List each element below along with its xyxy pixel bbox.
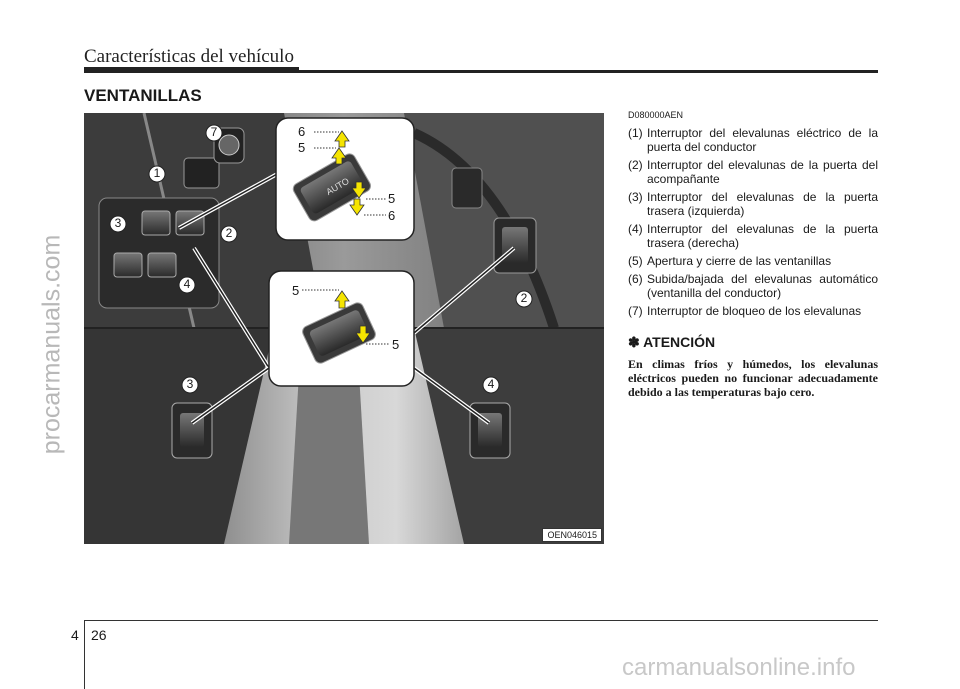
list-item	[628, 158, 878, 186]
inset-label-5-bottom: 5	[388, 191, 396, 206]
header-title: Características del vehículo	[84, 46, 294, 67]
chapter-number: 4	[71, 627, 79, 643]
inset-label-5-down: 5	[392, 337, 400, 352]
item-text: Apertura y cierre de las ventanillas	[647, 254, 832, 268]
item-text: Subida/bajada del elevalunas automático (ventanilla del conductor)	[647, 272, 878, 300]
content-column	[628, 110, 878, 399]
list-item	[628, 272, 878, 300]
figure-code: OEN046015	[542, 528, 602, 542]
side-watermark: procarmanuals.com	[37, 234, 66, 455]
header-rule	[84, 70, 878, 73]
caution-text: En climas fríos y húmedos, los elevalunas eléctricos pueden no funcionar adecuadamente debido a las temperaturas bajo cero.	[628, 357, 878, 399]
section-title: VENTANILLAS	[84, 86, 202, 105]
callout-1: 1	[153, 166, 161, 180]
list-item	[628, 190, 878, 218]
footer-divider	[84, 620, 85, 689]
inset-standard-switch	[269, 271, 414, 386]
list-item	[628, 254, 878, 268]
bottom-watermark: carmanualsonline.info	[622, 654, 856, 681]
callout-4-front: 4	[183, 277, 191, 291]
list-item	[628, 222, 878, 250]
item-number: (3)	[628, 190, 643, 204]
inset-label-5-up: 5	[292, 283, 300, 298]
item-number: (2)	[628, 158, 643, 172]
caution-title: ✽ ATENCIÓN	[628, 334, 716, 350]
item-text: Interruptor de bloqueo de los elevalunas	[647, 304, 862, 318]
callout-3-front: 3	[114, 216, 122, 230]
item-text: Interruptor del elevalunas de la puerta trasera (derecha)	[647, 222, 878, 250]
callout-4-rear: 4	[487, 377, 495, 391]
footer-rule	[84, 620, 878, 621]
document-code: D080000AEN	[628, 110, 684, 120]
item-number: (7)	[628, 304, 643, 318]
inset-label-5-top: 5	[298, 140, 306, 155]
item-text: Interruptor del elevalunas eléctrico de la puerta del conductor	[647, 126, 878, 154]
callout-2-front: 2	[225, 226, 233, 240]
list-item	[628, 304, 878, 318]
callout-3-rear: 3	[186, 377, 194, 391]
callout-2-right: 2	[520, 291, 528, 305]
inset-label-6-bottom: 6	[388, 208, 396, 223]
inset-label-6-top: 6	[298, 124, 306, 139]
callout-7: 7	[210, 125, 218, 139]
item-number: (6)	[628, 272, 643, 286]
auto-label: AUTO	[324, 175, 351, 197]
item-number: (4)	[628, 222, 643, 236]
component-list	[628, 126, 878, 318]
item-text: Interruptor del elevalunas de la puerta trasera (izquierda)	[647, 190, 878, 218]
item-number: (5)	[628, 254, 643, 268]
item-number: (1)	[628, 126, 643, 140]
window-switch-figure	[84, 113, 604, 544]
list-item	[628, 126, 878, 154]
figure-illustration	[84, 113, 604, 544]
item-text: Interruptor del elevalunas de la puerta del acompañante	[647, 158, 878, 186]
page-number: 26	[91, 627, 107, 643]
